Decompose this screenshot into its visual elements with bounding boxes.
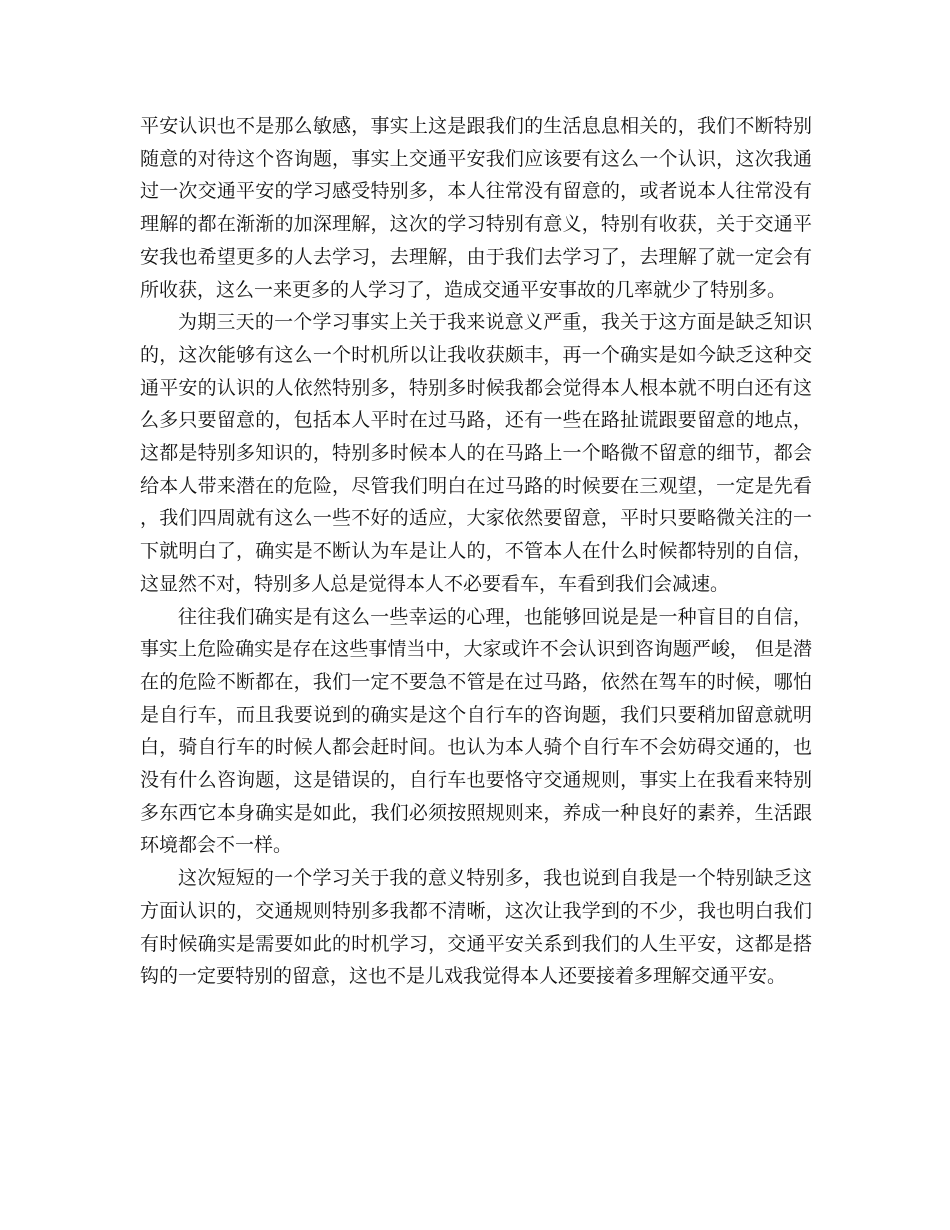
paragraph-2: 为期三天的一个学习事实上关于我来说意义严重，我关于这方面是缺乏知识的，这次能够有这么一个时机所以让我收获颇丰，再一个确实是如今缺乏这种交通平安的认识的人依然特别多，特别多时候我都会觉得本人根本就不明白还有这么多只要留意的，包括本人平时在过马路，还有一些在路扯谎跟要留意的地点，这都是特别多知识的，特别多时候本人的在马路上一个略微不留意的细节，都会给本人带来潜在的危险，尽管我们明白在过马路的时候要在三观望，一定是先看，我们四周就有这么一些不好的适应，大家依然要留意，平时只要略微关注的一下就明白了，确实是不断认为车是让人的，不管本人在什么时候都特别的自信，这显然不对，特别多人总是觉得本人不必要看车，车看到我们会减速。 [140,311,812,595]
paragraph-1: 平安认识也不是那么敏感，事实上这是跟我们的生活息息相关的，我们不断特别随意的对待这个咨询题，事实上交通平安我们应该要有这么一个认识，这次我通过一次交通平安的学习感受特别多，本人往常没有留意的，或者说本人往常没有理解的都在渐渐的加深理解，这次的学习特别有意义，特别有收获，关于交通平安我也希望更多的人去学习，去理解，由于我们去学习了，去理解了就一定会有所收获，这么一来更多的人学习了，造成交通平安事故的几率就少了特别多。 [140,115,812,301]
paragraph-4: 这次短短的一个学习关于我的意义特别多，我也说到自我是一个特别缺乏这方面认识的，交通规则特别多我都不清晰，这次让我学到的不少，我也明白我们有时候确实是需要如此的时机学习，交通平安关系到我们的人生平安，这都是搭钩的一定要特别的留意，这也不是儿戏我觉得本人还要接着多理解交通平安。 [140,867,812,988]
document-body [140,110,812,993]
paragraph-3: 往往我们确实是有这么一些幸运的心理，也能够回说是是一种盲目的自信，事实上危险确实是存在这些事情当中，大家或许不会认识到咨询题严峻， 但是潜在的危险不断都在，我们一定不要急不管是在过马路，依然在驾车的时候，哪怕是自行车，而且我要说到的确实是这个自行车的咨询题，我们只要稍加留意就明白，骑自行车的时候人都会赶时间。也认为本人骑个自行车不会妨碍交通的，也没有什么咨询题，这是错误的，自行车也要恪守交通规则，事实上在我看来特别多东西它本身确实是如此，我们必须按照规则来，养成一种良好的素养，生活跟环境都会不一样。 [140,605,812,857]
